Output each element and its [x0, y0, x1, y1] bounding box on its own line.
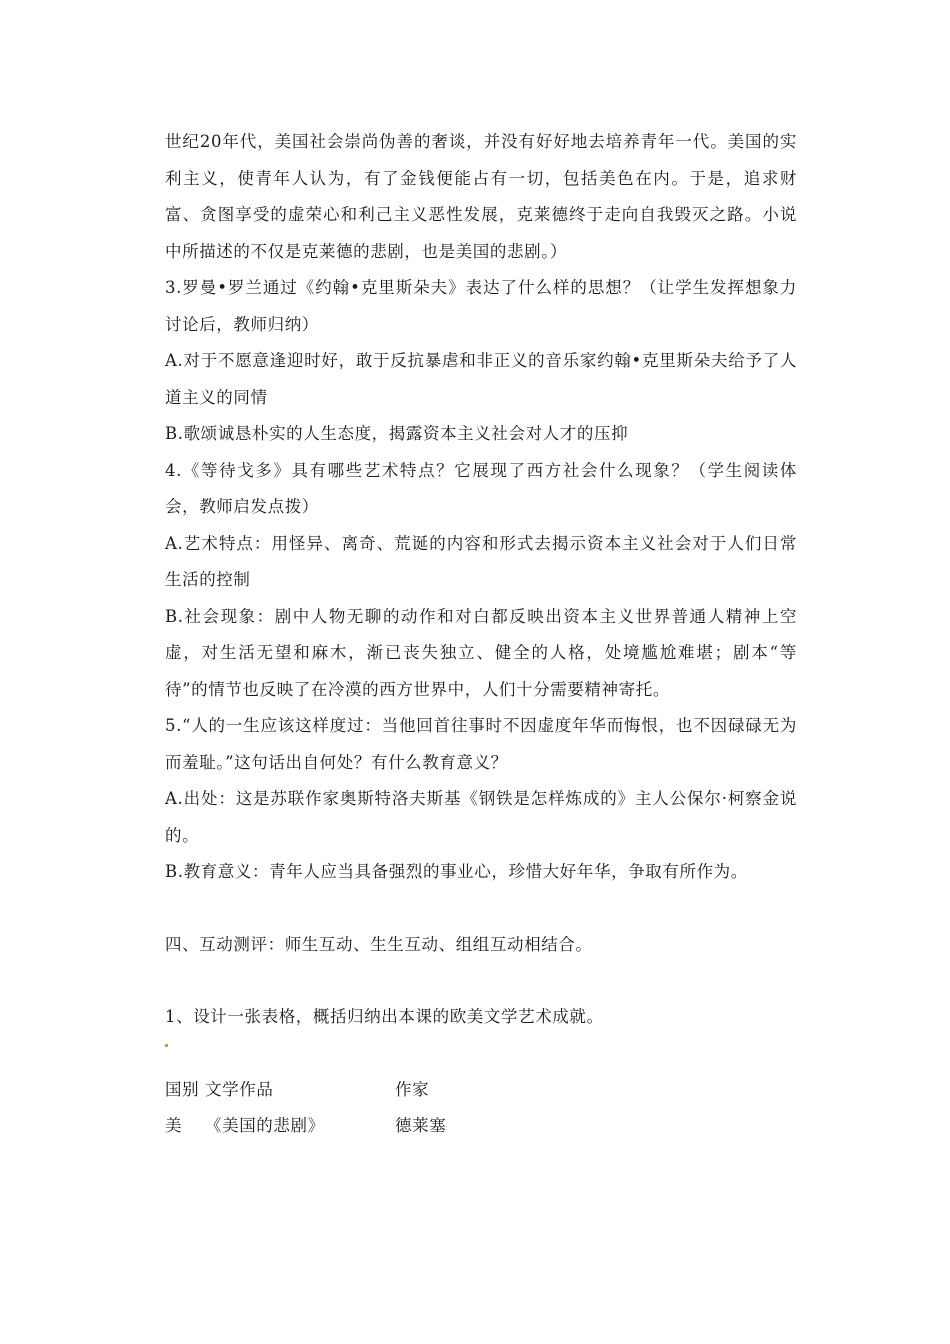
table-header-country-work: 国别 文学作品: [165, 1079, 274, 1099]
question-3: 3.罗曼•罗兰通过《约翰•克里斯朵夫》表达了什么样的思想？（让学生发挥想象力讨论后，教师归纳）: [165, 278, 797, 334]
answer-3b: B.歌颂诚恳朴实的人生态度，揭露资本主义社会对人才的压抑: [165, 424, 629, 443]
table-header-row: [165, 1072, 797, 1109]
table-header-author: 作家: [395, 1079, 430, 1099]
spacer: [165, 891, 797, 927]
table-cell-country: 美: [165, 1116, 183, 1135]
table-row: [165, 1108, 797, 1145]
section-4-heading: 四、互动测评：师生互动、生生互动、组组互动相结合。: [165, 934, 593, 954]
answer-5a: A.出处：这是苏联作家奥斯特洛夫斯基《钢铁是怎样炼成的》主人公保尔·柯察金说的。: [165, 789, 797, 845]
question-4: 4.《等待戈多》具有哪些艺术特点？它展现了西方社会什么现象？（学生阅读体会，教师启发点拨）: [165, 460, 797, 516]
scan-dot: [165, 1044, 168, 1047]
table-cell-author: 德莱塞: [395, 1116, 447, 1135]
answer-4b: B.社会现象：剧中人物无聊的动作和对白都反映出资本主义世界普通人精神上空虚，对生活无望和麻木，渐已丧失独立、健全的人格，处境尴尬难堪；剧本“等待”的情节也反映了在冷漠的西方世界中，人们十分需要精神寄托。: [165, 606, 797, 699]
task-1: 1、设计一张表格，概括归纳出本课的欧美文学艺术成就。: [165, 1007, 604, 1026]
spacer: [165, 963, 797, 999]
answer-5b: B.教育意义：青年人应当具备强烈的事业心，珍惜大好年华，争取有所作为。: [165, 862, 748, 881]
answer-4a: A.艺术特点：用怪异、离奇、荒诞的内容和形式去揭示资本主义社会对于人们日常生活的控制: [165, 533, 797, 589]
question-5: 5.“人的一生应该这样度过：当他回首往事时不因虚度年华而悔恨，也不因碌碌无为而羞耻。”这句话出自何处？有什么教育意义？: [165, 716, 797, 772]
document-page: [165, 124, 797, 1145]
paragraph-american-tragedy-analysis: 世纪20年代，美国社会崇尚伪善的奢谈，并没有好好地去培养青年一代。美国的实利主义，使青年人认为，有了金钱便能占有一切，包括美色在内。于是，追求财富、贪图享受的虚荣心和利己主义恶性发展，克莱德终于走向自我毁灭之路。小说中所描述的不仅是克莱德的悲剧，也是美国的悲剧。）: [165, 132, 797, 261]
scan-mark: [165, 1036, 797, 1072]
answer-3a: A.对于不愿意逢迎时好，敢于反抗暴虐和非正义的音乐家约翰•克里斯朵夫给予了人道主义的同情: [165, 351, 797, 407]
table-cell-work: 《美国的悲剧》: [205, 1116, 325, 1135]
